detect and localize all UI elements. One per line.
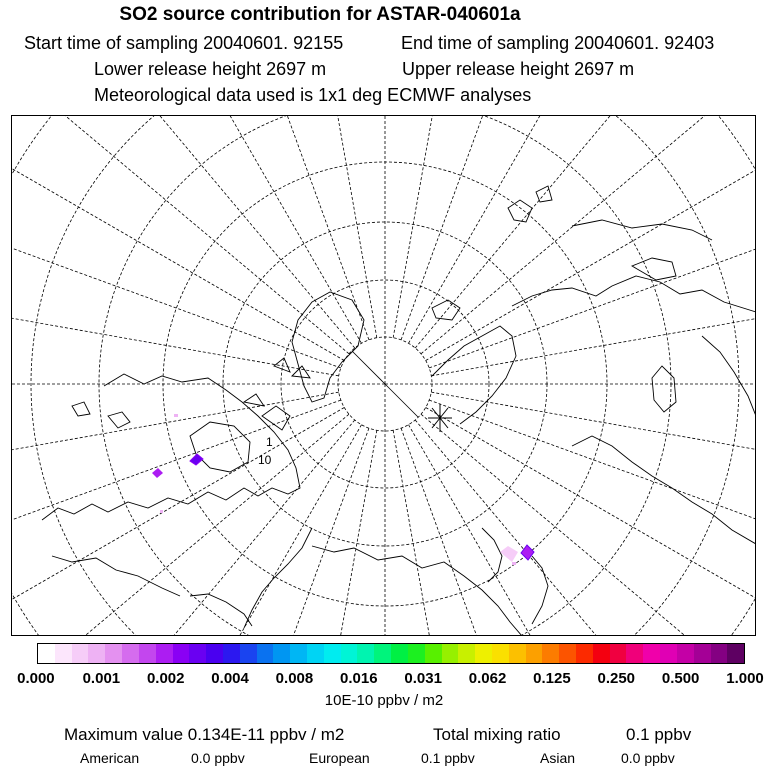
colorbar-segment	[173, 644, 190, 663]
colorbar-tick-label: 0.002	[146, 670, 185, 687]
meridian-line	[415, 420, 756, 636]
colorbar-tick-label: 0.016	[340, 670, 378, 687]
colorbar-segment	[559, 644, 576, 663]
marker-label: 1	[266, 435, 273, 449]
colorbar-tick-label: 0.031	[404, 670, 442, 687]
colorbar-segment	[273, 644, 290, 663]
release-marker	[428, 404, 452, 432]
colorbar-segment	[357, 644, 374, 663]
colorbar-segment	[324, 644, 341, 663]
colorbar-segment	[88, 644, 105, 663]
coastline-india	[702, 336, 756, 416]
coastline-aleutians	[190, 594, 252, 626]
colorbar-segment	[189, 644, 206, 663]
colorbar-segment	[290, 644, 307, 663]
colorbar-units: 10E-10 ppbv / m2	[324, 692, 444, 709]
marker-label: 10	[258, 453, 272, 467]
latitude-circle	[12, 116, 756, 636]
colorbar-segment	[38, 644, 55, 663]
coastline-north-america	[42, 374, 300, 520]
meridian-line	[12, 400, 341, 636]
meridian-line	[431, 392, 756, 540]
colorbar-segment	[526, 644, 543, 663]
meridian-line	[401, 428, 693, 636]
colorbar-segment	[442, 644, 459, 663]
colorbar-segment	[509, 644, 526, 663]
meridian-line	[12, 228, 339, 376]
colorbar-segment	[492, 644, 509, 663]
meridian-line	[12, 414, 349, 636]
colorbar-tick-label: 0.500	[661, 670, 700, 687]
coastlines	[42, 186, 756, 636]
colorbar-segment	[711, 644, 728, 663]
coastline-arctic-islands	[244, 358, 310, 430]
coastline-iceland	[432, 300, 460, 320]
colorbar	[37, 643, 745, 664]
colorbar-tick-label: 0.125	[533, 670, 571, 687]
meridian-line	[12, 420, 355, 636]
colorbar-segment	[105, 644, 122, 663]
coastline-japan	[532, 556, 548, 624]
marker-labels	[258, 435, 273, 467]
coastline-hudson-bay	[190, 422, 250, 472]
start-time-label: Start time of sampling 20040601. 92155	[24, 33, 344, 53]
meridian-line	[77, 428, 369, 636]
colorbar-tick-label: 0.250	[597, 670, 636, 687]
colorbar-segment	[223, 644, 240, 663]
colorbar-segment	[408, 644, 425, 663]
colorbar-segment	[374, 644, 391, 663]
patch-atlantic-small	[152, 468, 163, 478]
colorbar-segment	[240, 644, 257, 663]
colorbar-segment	[391, 644, 408, 663]
meridian-line	[12, 116, 362, 343]
meridian-line	[12, 408, 344, 637]
meridian-line	[431, 228, 756, 376]
lat-lon-grid	[12, 116, 756, 636]
meridian-line	[426, 116, 756, 361]
meridian-line	[426, 408, 756, 637]
colorbar-segment	[257, 644, 274, 663]
patch-speck-1	[174, 414, 178, 417]
colorbar-tick-label: 0.000	[17, 670, 55, 687]
coastline-greenland	[292, 292, 364, 402]
region-asian-name: Asian	[540, 750, 576, 766]
colorbar-segment	[139, 644, 156, 663]
colorbar-segment	[626, 644, 643, 663]
colorbar-segment	[122, 644, 139, 663]
coastline-east-asia	[572, 436, 756, 544]
coastline-europe	[512, 276, 756, 312]
lower-release-height: Lower release height 2697 m	[94, 59, 327, 79]
coastline-siberia	[312, 546, 522, 636]
colorbar-tick-label: 0.004	[211, 670, 249, 687]
region-american-name: American	[80, 750, 140, 766]
meridian-line	[409, 425, 757, 636]
coastline-mediterranean	[572, 220, 712, 240]
colorbar-segment	[677, 644, 694, 663]
coastline-kamchatka	[482, 528, 502, 582]
region-european-name: European	[309, 750, 370, 766]
colorbar-segment	[576, 644, 593, 663]
colorbar-segment	[610, 644, 627, 663]
region-european-value: 0.1 ppbv	[421, 750, 475, 766]
colorbar-segment	[643, 644, 660, 663]
meridian-line	[429, 400, 756, 636]
meridian-line	[393, 116, 541, 338]
patch-asia-core	[521, 545, 534, 560]
meteorological-data-label: Meteorological data used is 1x1 deg ECMWF analyses	[94, 85, 532, 105]
latitude-circle	[12, 116, 756, 636]
maximum-value: Maximum value 0.134E-11 ppbv / m2	[64, 725, 345, 744]
meridian-line	[12, 425, 362, 636]
region-asian-value: 0.0 ppbv	[621, 750, 675, 766]
polar-map	[11, 115, 756, 636]
latitude-circle	[12, 116, 756, 636]
colorbar-segment	[542, 644, 559, 663]
colorbar-tick-label: 1.000	[726, 670, 764, 687]
region-american-value: 0.0 ppbv	[191, 750, 245, 766]
colorbar-tick-label: 0.008	[275, 670, 314, 687]
plot-title: SO2 source contribution for ASTAR-040601a	[119, 4, 521, 25]
total-mixing-ratio-label: Total mixing ratio	[433, 725, 561, 744]
patch-speck-2	[160, 510, 163, 513]
colorbar-segment	[727, 644, 744, 663]
meridian-line	[401, 116, 693, 340]
colorbar-segment	[458, 644, 475, 663]
colorbar-segment	[206, 644, 223, 663]
meridian-line	[421, 414, 756, 636]
meridian-line	[12, 116, 344, 361]
meridian-line	[12, 116, 349, 354]
coastline-british-isles	[508, 186, 552, 222]
patch-atlantic	[190, 454, 203, 465]
colorbar-segment	[425, 644, 442, 663]
meridian-line	[77, 116, 369, 340]
colorbar-segment	[593, 644, 610, 663]
total-mixing-ratio-value: 0.1 ppbv	[626, 725, 692, 744]
meridian-line	[352, 351, 385, 384]
coastline-caspian	[652, 366, 676, 412]
colorbar-tick-label: 0.001	[82, 670, 121, 687]
colorbar-segment	[475, 644, 492, 663]
colorbar-segment	[156, 644, 173, 663]
colorbar-segment	[694, 644, 711, 663]
colorbar-segment	[660, 644, 677, 663]
colorbar-segment	[55, 644, 72, 663]
patch-speck-3	[512, 562, 516, 565]
colorbar-tick-label: 0.062	[468, 670, 507, 687]
upper-release-height: Upper release height 2697 m	[402, 59, 635, 79]
colorbar-segment	[72, 644, 89, 663]
map-canvas	[12, 116, 756, 636]
meridian-line	[385, 384, 418, 417]
colorbar-segment	[341, 644, 358, 663]
end-time-label: End time of sampling 20040601. 92403	[401, 33, 715, 53]
coastline-scandinavia	[432, 326, 516, 424]
meridian-line	[409, 116, 757, 343]
patch-asia-halo	[500, 546, 518, 562]
colorbar-segment	[307, 644, 324, 663]
